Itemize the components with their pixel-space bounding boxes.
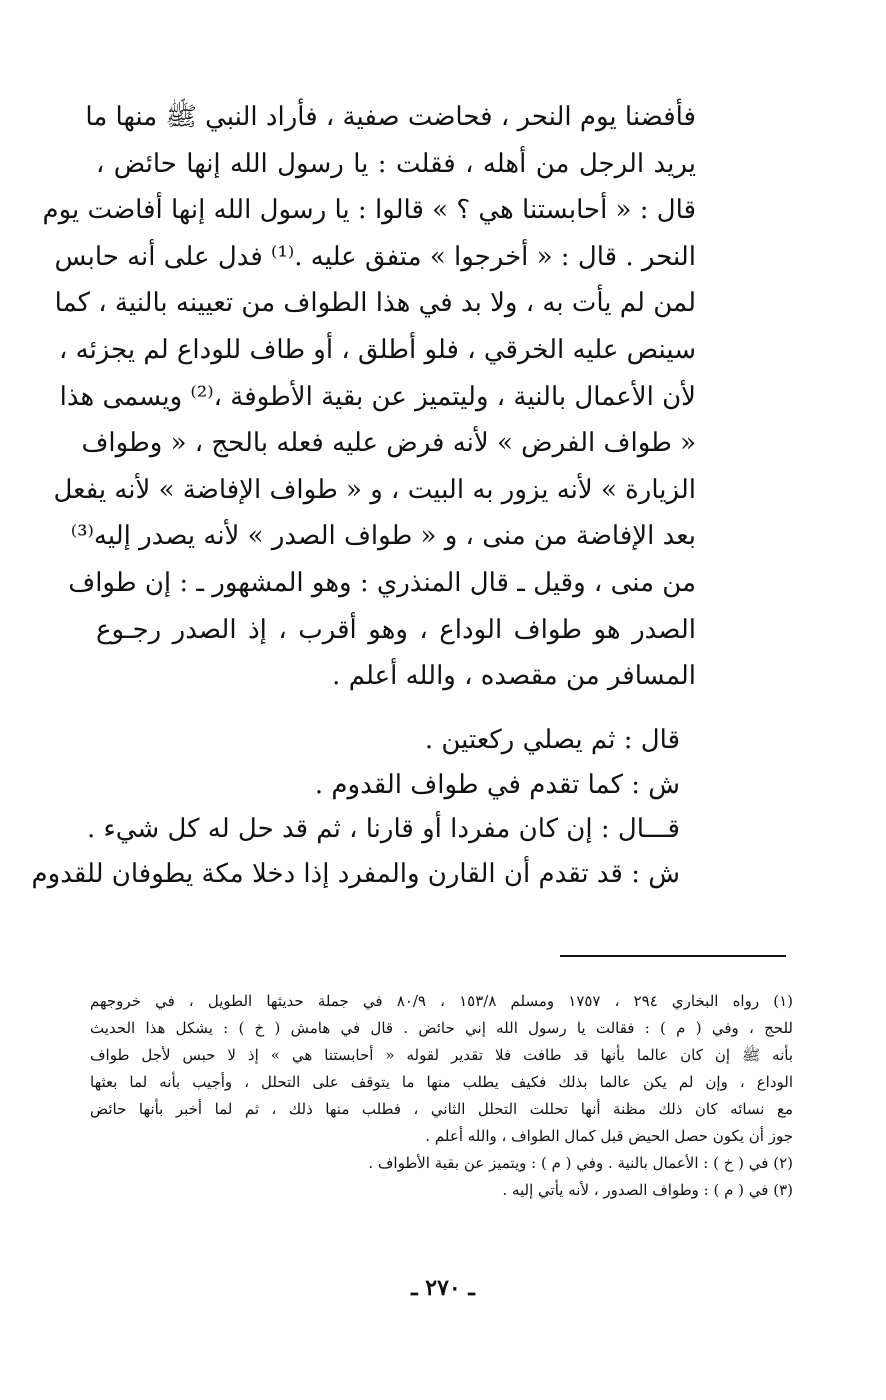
main-text-line: بعد الإفاضة من منى ، و « طواف الصدر » لأنه يصدر إليه⁽³⁾	[70, 521, 696, 552]
main-text-line: الزيارة » لأنه يزور به البيت ، و « طواف الإفاضة » لأنه يفعل	[53, 474, 696, 505]
footnote-line: جوز أن يكون حصل الحيض قبل كمال الطواف ، والله أعلم .	[425, 1127, 793, 1145]
footnotes-block	[90, 988, 793, 1204]
footnote-line: (٣) في ( م ) : وطواف الصدور ، لأنه يأتي إليه .	[502, 1181, 793, 1199]
main-text-line: « طواف الفرض » لأنه فرض عليه فعله بالحج ، « وطواف	[81, 428, 696, 459]
main-text-line: قال : « أحابستنا هي ؟ » قالوا : يا رسول الله إنها أفاضت يوم	[42, 195, 696, 226]
footnote-line: بأنه ﷺ إن كان عالما بأنها قد طافت فلا تقدير لقوله « أحابستنا هي » إذ لا حبس لأجل طواف	[90, 1046, 793, 1064]
main-text-line: النحر . قال : « أخرجوا » متفق عليه .⁽¹⁾ فدل على أنه حابس	[54, 241, 696, 272]
main-text-line: يريد الرجل من أهله ، فقلت : يا رسول الله إنها حائض ،	[96, 148, 696, 179]
footnote-line: للحج ، وفي ( م ) : فقالت يا رسول الله إني حائض . قال في هامش ( خ ) : يشكل هذا الحديث	[90, 1019, 793, 1037]
main-text-block	[42, 94, 696, 700]
main-text-line: لأن الأعمال بالنية ، وليتميز عن بقية الأطوفة ،⁽²⁾ ويسمى هذا	[59, 381, 696, 412]
footnote-line: (٢) في ( خ ) : الأعمال بالنية . وفي ( م ) : ويتميز عن بقية الأطواف .	[368, 1154, 793, 1172]
footnote-separator	[560, 955, 786, 957]
dialogue-line: قـــال : إن كان مفردا أو قارنا ، ثم قد حل له كل شيء .	[87, 814, 680, 844]
main-text-line: لمن لم يأت به ، ولا بد في هذا الطواف من تعيينه بالنية ، كما	[54, 288, 696, 319]
page-number: ـ ٢٧٠ ـ	[411, 1275, 475, 1301]
main-text-line: من منى ، وقيل ـ قال المنذري : وهو المشهور ـ : إن طواف	[68, 567, 696, 598]
footnote-line: (١) رواه البخاري ٢٩٤ ، ١٧٥٧ ومسلم ١٥٣/٨ ، ٨٠/٩ في جملة حديثها الطويل ، في خروجهم	[90, 992, 793, 1010]
dialogue-line: قال : ثم يصلي ركعتين .	[424, 725, 680, 755]
footnote-line: مع نسائه كان ذلك مظنة أنها تحللت التحلل الثاني ، فطلب منها ذلك ، ثم لما أخبر بأنها حائض	[90, 1100, 793, 1118]
dialogue-line: ش : كما تقدم في طواف القدوم .	[314, 769, 680, 800]
dialogue-line: ش : قد تقدم أن القارن والمفرد إذا دخلا مكة يطوفان للقدوم	[31, 858, 680, 889]
dialogue-block	[31, 718, 680, 896]
main-text-line: فأفضنا يوم النحر ، فحاضت صفية ، فأراد النبي ﷺ منها ما	[85, 102, 696, 132]
footnote-line: الوداع ، وإن لم يكن عالما بذلك فكيف يطلب منها ما يتوقف على التحلل ، وأجيب بأنه لما بعثها	[90, 1073, 793, 1091]
main-text-line: سينص عليه الخرقي ، فلو أطلق ، أو طاف للوداع لم يجزئه ،	[58, 334, 696, 365]
main-text-line: المسافر من مقصده ، والله أعلم .	[332, 661, 696, 692]
main-text-line: الصدر هو طواف الوداع ، وهو أقرب ، إذ الصدر رجـوع	[96, 614, 696, 645]
